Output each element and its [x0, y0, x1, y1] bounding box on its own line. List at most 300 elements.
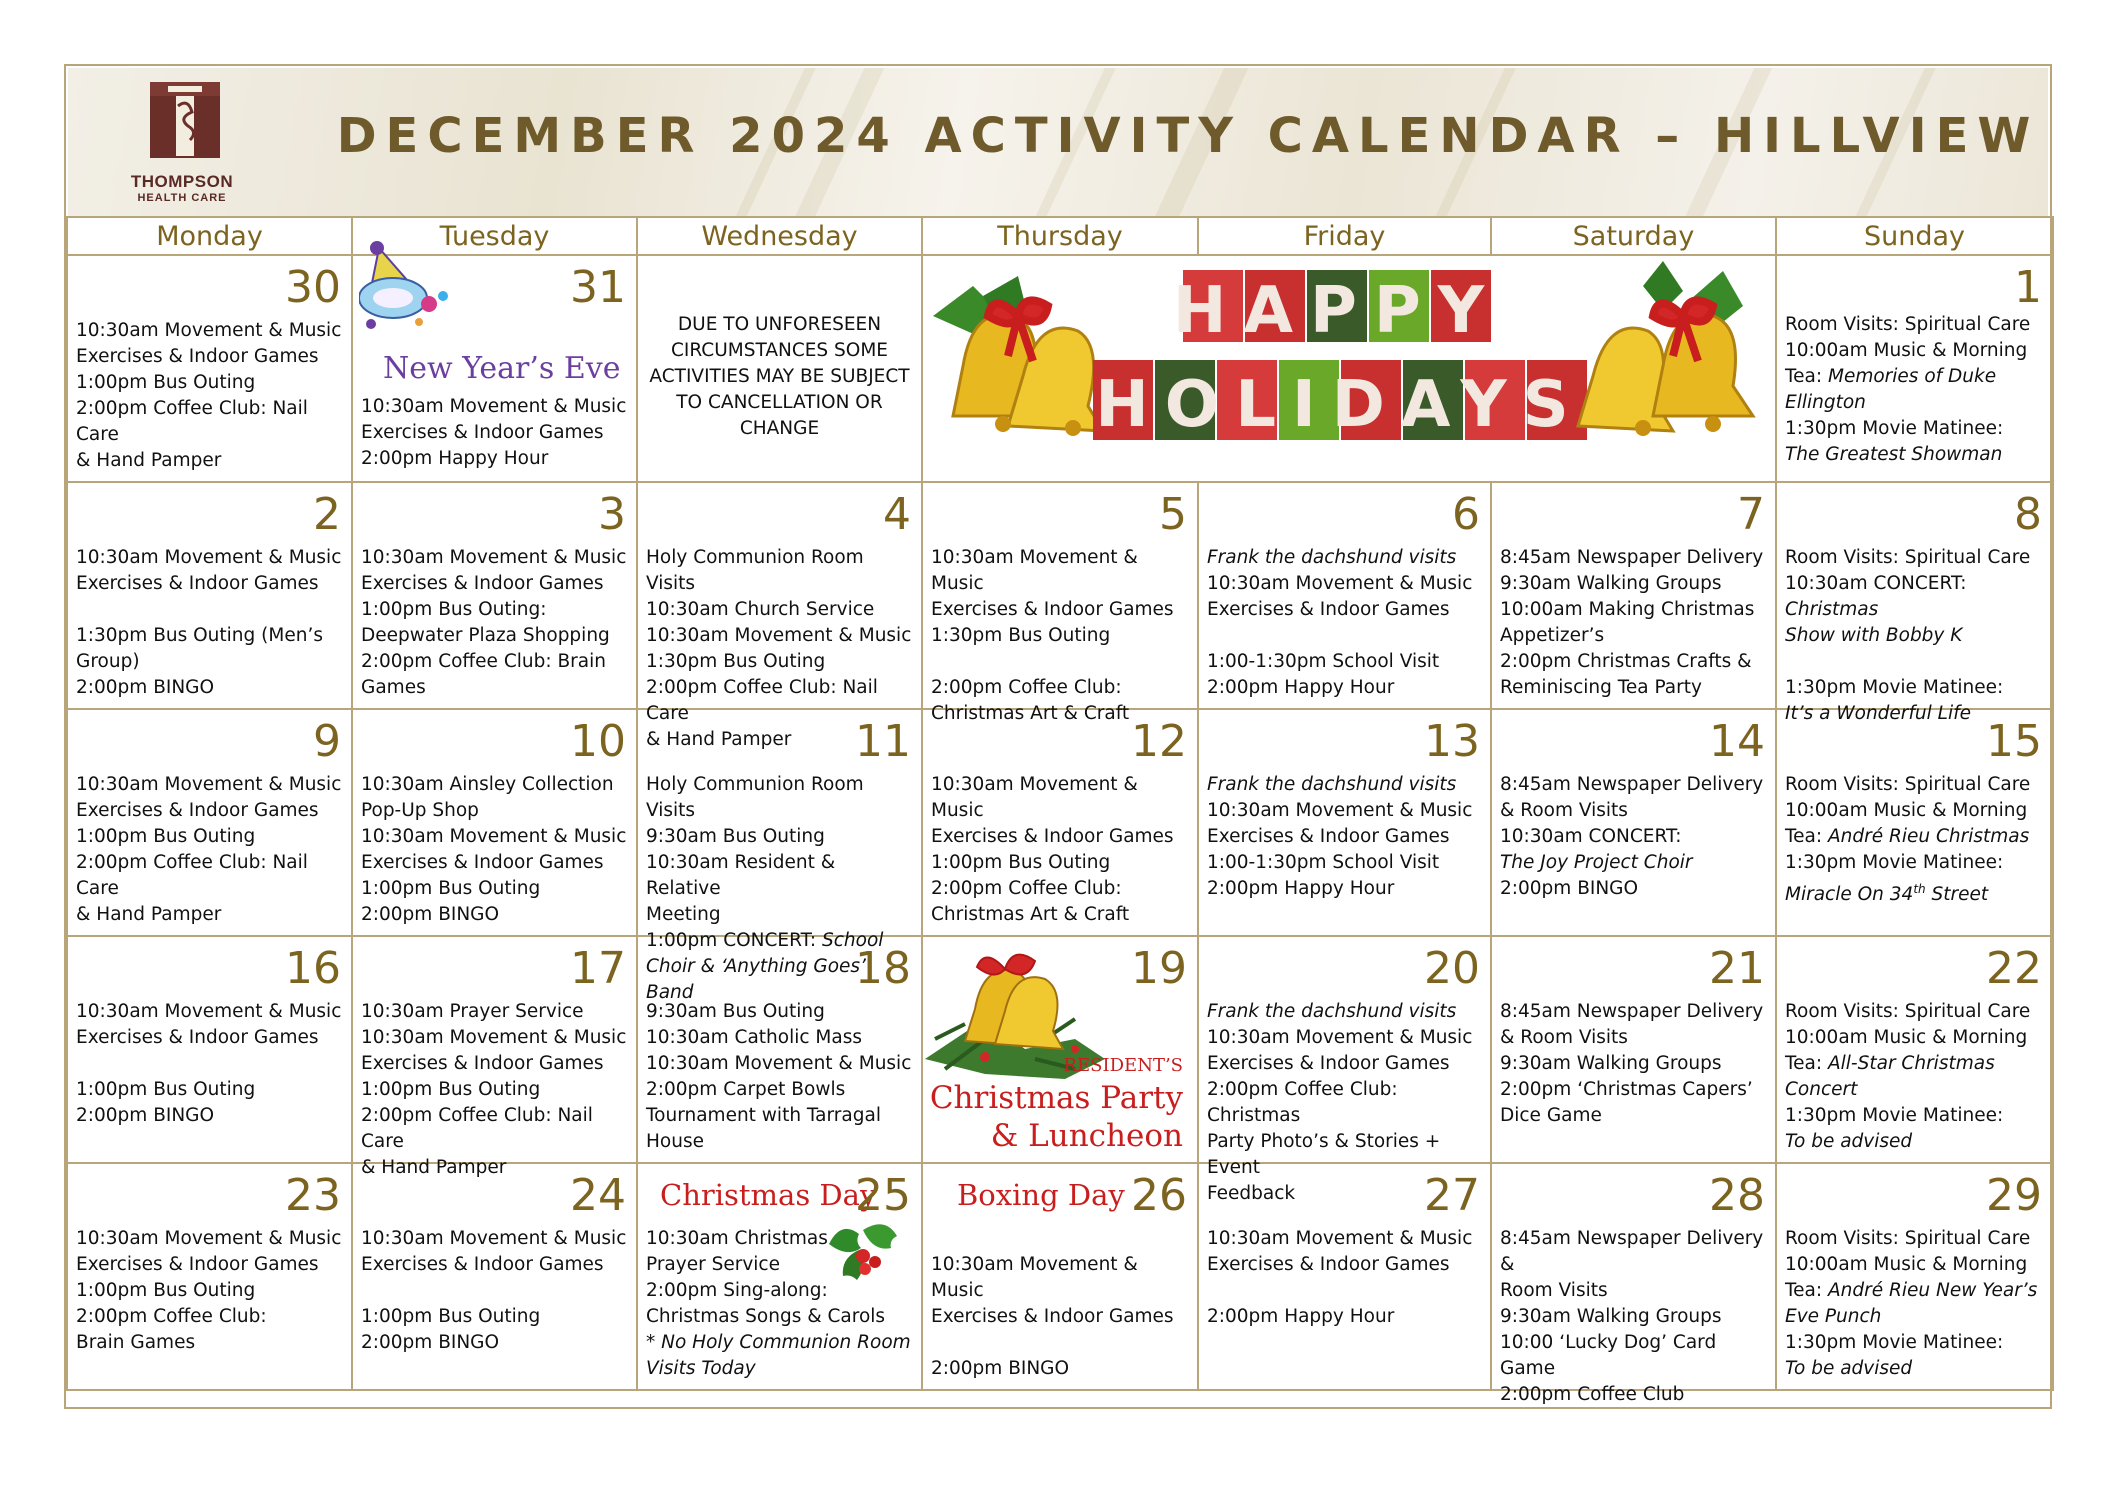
- notice-line: CHANGE: [739, 418, 820, 439]
- event-line: 10:00am Music & Morning: [1785, 340, 2028, 361]
- event-line: [1785, 571, 2046, 623]
- event-line: * No Holy Communion Room: [646, 1332, 911, 1353]
- christmas-day-label: Christmas Day: [660, 1178, 877, 1212]
- event-text: Street: [1925, 884, 1989, 906]
- event-line: [1207, 623, 1484, 649]
- event-line: Party Photo’s & Stories + Event: [1207, 1131, 1441, 1178]
- event-line: & Hand Pamper: [361, 1157, 507, 1178]
- event-line: Games: [361, 677, 426, 698]
- event-line: [931, 1330, 1191, 1356]
- event-text: Tea:: [1785, 826, 1828, 847]
- day-cell-9: [67, 709, 352, 936]
- day-events: [1785, 1226, 2046, 1382]
- event-line: 8:45am Newspaper Delivery &: [1500, 1228, 1764, 1275]
- event-line: Exercises & Indoor Games: [1207, 599, 1450, 620]
- party-line-1: Christmas Party: [929, 1080, 1183, 1116]
- event-line: Exercises & Indoor Games: [361, 852, 604, 873]
- event-line: [361, 1278, 630, 1304]
- event-line: [931, 649, 1191, 675]
- event-line: & Room Visits: [1500, 1027, 1628, 1048]
- event-line: Exercises & Indoor Games: [76, 800, 319, 821]
- event-line: 10:30am Movement & Music: [361, 1228, 627, 1249]
- day-number: 24: [570, 1170, 626, 1221]
- event-line: To be advised: [1785, 1358, 1913, 1379]
- event-line: Exercises & Indoor Games: [1207, 1053, 1450, 1074]
- event-line: Frank the dachshund visits: [1207, 774, 1457, 795]
- event-line: [1207, 1278, 1484, 1304]
- event-line: 1:30pm Movie Matinee:: [1785, 1332, 2004, 1353]
- event-line: 2:00pm Coffee Club: [1500, 1384, 1685, 1405]
- notice-line: CIRCUMSTANCES SOME: [670, 340, 888, 361]
- event-line: 10:30am Movement & Music: [76, 547, 342, 568]
- day-events: [1500, 772, 1769, 902]
- day-number: 2: [313, 489, 341, 540]
- event-line: To be advised: [1785, 1131, 1913, 1152]
- day-cell-24: [352, 1163, 637, 1390]
- day-events: [361, 772, 630, 928]
- event-line: & Hand Pamper: [76, 904, 222, 925]
- day-number: 14: [1709, 716, 1765, 767]
- event-text: Tea:: [1785, 366, 1828, 387]
- event-line: 1:00pm Bus Outing: [76, 1079, 256, 1100]
- event-line: 10:30am Movement & Music: [76, 320, 342, 341]
- event-line: Visits Today: [646, 1358, 756, 1379]
- event-line: Pop-Up Shop: [361, 800, 479, 821]
- day-number: 17: [570, 943, 626, 994]
- event-line: 2:00pm BINGO: [361, 1332, 500, 1353]
- day-cell-25: [637, 1163, 922, 1390]
- event-line: & Hand Pamper: [646, 729, 792, 750]
- event-line: 2:00pm Carpet Bowls: [646, 1079, 846, 1100]
- event-line: Show with Bobby K: [1785, 625, 1963, 646]
- event-line: 10:30am Movement & Music: [646, 625, 912, 646]
- event-line: 2:00pm Coffee Club: Nail Care: [76, 398, 308, 445]
- event-text: 10:30am CONCERT:: [1785, 573, 1967, 594]
- day-cell-26: [922, 1163, 1198, 1390]
- weekday-monday: Monday: [67, 217, 352, 255]
- event-line: Exercises & Indoor Games: [76, 1027, 319, 1048]
- day-number: 12: [1131, 716, 1187, 767]
- event-line: 10:00am Music & Morning: [1785, 1027, 2028, 1048]
- day-cell-7: [1491, 482, 1776, 709]
- event-line: 2:00pm Coffee Club:: [76, 1306, 267, 1327]
- day-events: [646, 999, 915, 1155]
- event-italic: Christmas: [1785, 599, 1879, 620]
- event-line: 2:00pm Coffee Club:: [931, 677, 1122, 698]
- day-number: 28: [1709, 1170, 1765, 1221]
- day-cell-14: [1491, 709, 1776, 936]
- day-number: 16: [285, 943, 341, 994]
- event-line: 10:30am Movement & Music: [361, 547, 627, 568]
- weekday-saturday: Saturday: [1491, 217, 1776, 255]
- day-number: 10: [570, 716, 626, 767]
- event-line: 10:30am Movement & Music: [76, 1001, 342, 1022]
- event-line: Exercises & Indoor Games: [931, 599, 1174, 620]
- day-cell-12: [922, 709, 1198, 936]
- event-line: Christmas Art & Craft: [931, 904, 1130, 925]
- day-events: [1500, 545, 1769, 701]
- holidays-letters: [1093, 360, 1587, 442]
- day-number: 3: [598, 489, 626, 540]
- event-line: Exercises & Indoor Games: [361, 573, 604, 594]
- cancellation-notice: [648, 312, 911, 442]
- event-line: Room Visits: [1500, 1280, 1608, 1301]
- event-line: 10:00 ‘Lucky Dog’ Card Game: [1500, 1332, 1717, 1379]
- event-line: & Room Visits: [1500, 800, 1628, 821]
- event-line: 10:30am Church Service: [646, 599, 875, 620]
- day-cell-13: [1198, 709, 1491, 936]
- event-line: Deepwater Plaza Shopping: [361, 625, 610, 646]
- logo-name: THOMPSON: [130, 172, 234, 191]
- event-line: Room Visits: Spiritual Care: [1785, 314, 2031, 335]
- calendar-header: [68, 68, 2048, 218]
- event-line: 10:00am Music & Morning: [1785, 800, 2028, 821]
- day-cell-17: [352, 936, 637, 1178]
- event-line: 10:30am Prayer Service: [361, 1001, 584, 1022]
- day-events: [1785, 999, 2046, 1155]
- event-line: 9:30am Walking Groups: [1500, 1053, 1722, 1074]
- event-line: Room Visits: Spiritual Care: [1785, 547, 2031, 568]
- day-events: [931, 545, 1191, 727]
- event-line: Concert: [1785, 1079, 1858, 1100]
- event-line: 2:00pm Coffee Club: Nail Care: [76, 852, 308, 899]
- day-cell-6: [1198, 482, 1491, 709]
- event-line: 2:00pm Coffee Club: Nail Care: [646, 677, 878, 724]
- day-cell-29: [1776, 1163, 2053, 1390]
- event-line: The Joy Project Choir: [1500, 852, 1693, 873]
- event-line: 9:30am Walking Groups: [1500, 573, 1722, 594]
- day-events: [1500, 999, 1769, 1129]
- event-line: 10:30am Movement & Music: [361, 396, 627, 417]
- event-line: 2:00pm BINGO: [361, 904, 500, 925]
- event-line: Exercises & Indoor Games: [361, 1053, 604, 1074]
- christmas-party-label: [930, 1079, 1183, 1155]
- day-number: 22: [1986, 943, 2042, 994]
- event-line: 1:00pm Bus Outing: [76, 372, 256, 393]
- happy-holidays-banner: [923, 256, 1773, 481]
- event-line: 1:30pm Movie Matinee:: [1785, 418, 2004, 439]
- day-events: [1207, 545, 1484, 701]
- day-events: [1785, 312, 2046, 468]
- day-number: 15: [1986, 716, 2042, 767]
- event-line: Group): [76, 651, 140, 672]
- day-events: [76, 545, 345, 701]
- event-line: 10:30am Movement & Music: [646, 1053, 912, 1074]
- event-line: 2:00pm Coffee Club: Brain: [361, 651, 606, 672]
- day-cell-19: [922, 936, 1198, 1163]
- event-line: 2:00pm BINGO: [76, 677, 215, 698]
- day-number: 23: [285, 1170, 341, 1221]
- event-line: 1:00pm Bus Outing: [76, 1280, 256, 1301]
- week-row-4: [67, 936, 2053, 1163]
- logo-sub: HEALTH CARE: [137, 192, 227, 204]
- event-line: 9:30am Bus Outing: [646, 826, 825, 847]
- event-line: [1785, 1051, 2046, 1077]
- day-number: 11: [855, 716, 911, 767]
- right-bells-icon: [1578, 261, 1753, 436]
- event-line: [1785, 876, 2046, 908]
- day-events: [1500, 1226, 1769, 1408]
- event-line: 2:00pm Coffee Club: Nail Care: [361, 1105, 593, 1152]
- day-number: 5: [1159, 489, 1187, 540]
- event-line: [1785, 649, 2046, 675]
- event-line: 1:00pm Bus Outing: [76, 826, 256, 847]
- event-line: Dice Game: [1500, 1105, 1602, 1126]
- day-number: 19: [1131, 943, 1187, 994]
- event-line: Tournament with Tarragal: [646, 1105, 881, 1126]
- day-cell-28: [1491, 1163, 1776, 1405]
- event-line: Brain Games: [76, 1332, 196, 1353]
- event-line: 10:30am Movement & Music: [76, 774, 342, 795]
- weekday-tuesday: Tuesday: [352, 217, 637, 255]
- week-row-5: [67, 1163, 2053, 1390]
- event-line: 8:45am Newspaper Delivery: [1500, 774, 1764, 795]
- event-line: 1:00pm Bus Outing: [361, 1306, 541, 1327]
- page-title: DECEMBER 2024 ACTIVITY CALENDAR – HILLVIEW: [336, 108, 2040, 164]
- event-line: 2:00pm Happy Hour: [1207, 677, 1395, 698]
- day-events: [361, 545, 630, 701]
- weekday-sunday: Sunday: [1776, 217, 2053, 255]
- event-line: 1:00pm Bus Outing: [361, 1079, 541, 1100]
- event-italic: André Rieu New Year’s: [1828, 1280, 2038, 1301]
- day-number: 7: [1737, 489, 1765, 540]
- day-cell-22: [1776, 936, 2053, 1163]
- party-line-2: & Luncheon: [990, 1118, 1183, 1154]
- event-line: 8:45am Newspaper Delivery: [1500, 547, 1764, 568]
- day-number: 4: [883, 489, 911, 540]
- event-line: Holy Communion Room Visits: [646, 774, 864, 821]
- event-line: Feedback: [1207, 1183, 1296, 1204]
- day-events: [76, 999, 345, 1129]
- day-events: [1785, 545, 2046, 727]
- week-row-2: [67, 482, 2053, 709]
- event-line: 10:30am Movement & Music: [931, 547, 1138, 594]
- event-line: Exercises & Indoor Games: [361, 1254, 604, 1275]
- day-cell-18: [637, 936, 922, 1163]
- happy-holidays-banner-cell: [922, 255, 1776, 482]
- day-events: [1207, 1226, 1484, 1330]
- day-number: 27: [1424, 1170, 1480, 1221]
- event-line: 10:30am Ainsley Collection: [361, 774, 614, 795]
- event-line: 10:30am Movement & Music: [1207, 1027, 1473, 1048]
- weekday-thursday: Thursday: [922, 217, 1198, 255]
- day-number: 1: [2014, 262, 2042, 313]
- event-italic: School: [822, 930, 884, 951]
- event-line: 2:00pm Sing-along:: [646, 1280, 828, 1301]
- event-line: Prayer Service: [646, 1254, 780, 1275]
- day-number: 13: [1424, 716, 1480, 767]
- event-line: 2:00pm BINGO: [931, 1358, 1070, 1379]
- day-cell-2: [67, 482, 352, 709]
- day-number: 20: [1424, 943, 1480, 994]
- event-text: 1:00pm CONCERT:: [646, 930, 823, 951]
- event-line: Exercises & Indoor Games: [931, 826, 1174, 847]
- day-events: [361, 999, 630, 1181]
- event-line: [76, 1051, 345, 1077]
- day-cell-10: [352, 709, 637, 936]
- event-text: Tea:: [1785, 1280, 1828, 1301]
- event-line: 2:00pm Happy Hour: [1207, 878, 1395, 899]
- event-line: [76, 597, 345, 623]
- event-line: 2:00pm BINGO: [76, 1105, 215, 1126]
- day-events: [931, 1226, 1191, 1382]
- notice-line: ACTIVITIES MAY BE SUBJECT: [649, 366, 910, 387]
- new-years-eve-label: New Year’s Eve: [383, 351, 621, 386]
- event-line: 10:30am Movement & Music: [76, 1228, 342, 1249]
- event-line: & Hand Pamper: [76, 450, 222, 471]
- event-line: 1:30pm Movie Matinee:: [1785, 1105, 2004, 1126]
- event-line: 1:00pm Bus Outing: [931, 852, 1111, 873]
- weekday-friday: Friday: [1198, 217, 1491, 255]
- event-line: 9:30am Walking Groups: [1500, 1306, 1722, 1327]
- event-line: 10:30am Movement & Music: [1207, 800, 1473, 821]
- week-row-3: [67, 709, 2053, 936]
- day-cell-15: [1776, 709, 2053, 936]
- event-line: 10:30am Movement & Music: [1207, 1228, 1473, 1249]
- event-line: 2:00pm ‘Christmas Capers’: [1500, 1079, 1753, 1100]
- event-line: Exercises & Indoor Games: [931, 1306, 1174, 1327]
- holidays-word: HOLIDAYS: [1095, 368, 1585, 442]
- event-line: Exercises & Indoor Games: [76, 573, 319, 594]
- event-line: It’s a Wonderful Life: [1785, 703, 1971, 724]
- day-cell-30: [67, 255, 352, 482]
- event-line: 1:00pm Bus Outing:: [361, 599, 547, 620]
- event-line: 10:30am CONCERT:: [1500, 826, 1682, 847]
- day-events: [361, 394, 630, 472]
- day-cell-27: [1198, 1163, 1491, 1390]
- event-line: 10:30am Movement & Music: [1207, 573, 1473, 594]
- event-line: 1:30pm Movie Matinee:: [1785, 852, 2004, 873]
- event-line: 1:00pm Bus Outing: [361, 878, 541, 899]
- event-line: [1785, 824, 2046, 850]
- event-line: 10:30am Resident & Relative: [646, 852, 836, 899]
- event-line: Christmas Art & Craft: [931, 703, 1130, 724]
- event-line: 1:30pm Bus Outing: [646, 651, 826, 672]
- event-line: 2:00pm Happy Hour: [361, 448, 549, 469]
- day-cell-23: [67, 1163, 352, 1390]
- day-cell-3: [352, 482, 637, 709]
- day-cell-5: [922, 482, 1198, 724]
- day-cell-21: [1491, 936, 1776, 1163]
- calendar-frame: [64, 64, 2052, 1409]
- day-events: [361, 1226, 630, 1356]
- day-number: 25: [855, 1170, 911, 1221]
- day-number: 8: [2014, 489, 2042, 540]
- day-events: [76, 318, 345, 474]
- event-line: 1:30pm Bus Outing (Men’s: [76, 625, 323, 646]
- day-cell-31: [352, 255, 637, 482]
- day-number: 31: [570, 262, 626, 313]
- party-hat-icon: [359, 238, 469, 348]
- event-line: 10:30am Movement & Music: [931, 1254, 1138, 1301]
- day-number: 29: [1986, 1170, 2042, 1221]
- event-line: 10:30am Movement & Music: [361, 826, 627, 847]
- event-line: 2:00pm BINGO: [1500, 878, 1639, 899]
- event-line: 1:30pm Bus Outing: [931, 625, 1111, 646]
- day-events: [76, 1226, 345, 1356]
- event-italic: André Rieu Christmas: [1828, 826, 2030, 847]
- happy-word: HAPPY: [1172, 274, 1502, 348]
- event-italic: Memories of Duke: [1828, 366, 1997, 387]
- event-line: 8:45am Newspaper Delivery: [1500, 1001, 1764, 1022]
- event-line: Exercises & Indoor Games: [361, 422, 604, 443]
- event-line: Exercises & Indoor Games: [1207, 826, 1450, 847]
- day-number: 18: [855, 943, 911, 994]
- event-line: Eve Punch: [1785, 1306, 1882, 1327]
- event-line: 2:00pm Coffee Club:: [931, 878, 1122, 899]
- event-line: 9:30am Bus Outing: [646, 1001, 825, 1022]
- event-line: [931, 1226, 1191, 1252]
- event-line: Choir & ‘Anything Goes’ Band: [646, 956, 866, 1003]
- event-line: 1:30pm Movie Matinee:: [1785, 677, 2004, 698]
- event-line: Christmas Songs & Carols: [646, 1306, 886, 1327]
- event-line: 2:00pm Happy Hour: [1207, 1306, 1395, 1327]
- day-events: [1785, 772, 2046, 908]
- day-number: 6: [1452, 489, 1480, 540]
- left-bells-icon: [933, 276, 1103, 436]
- event-line: House: [646, 1131, 704, 1152]
- day-number: 30: [285, 262, 341, 313]
- event-line: 1:00-1:30pm School Visit: [1207, 651, 1440, 672]
- event-line: Appetizer’s: [1500, 625, 1605, 646]
- event-line: 1:00-1:30pm School Visit: [1207, 852, 1440, 873]
- event-line: Frank the dachshund visits: [1207, 1001, 1457, 1022]
- notice-line: TO CANCELLATION OR: [676, 392, 883, 413]
- day-number: 26: [1131, 1170, 1187, 1221]
- event-line: 10:00am Music & Morning: [1785, 1254, 2028, 1275]
- day-number: 9: [313, 716, 341, 767]
- event-line: Holy Communion Room Visits: [646, 547, 864, 594]
- calendar-grid: [66, 216, 2054, 1405]
- event-line: 2:00pm Christmas Crafts &: [1500, 651, 1752, 672]
- event-line: Room Visits: Spiritual Care: [1785, 774, 2031, 795]
- event-line: 10:30am Movement & Music: [931, 774, 1138, 821]
- event-text: Tea:: [1785, 1053, 1828, 1074]
- event-line: 2:00pm Coffee Club: Christmas: [1207, 1079, 1398, 1126]
- notice-cell: [637, 255, 922, 482]
- event-line: [1785, 364, 2046, 390]
- event-line: Room Visits: Spiritual Care: [1785, 1001, 2031, 1022]
- event-line: Ellington: [1785, 392, 1866, 413]
- event-line: 10:30am Christmas: [646, 1228, 828, 1249]
- day-cell-8: [1776, 482, 2053, 724]
- event-line: Exercises & Indoor Games: [1207, 1254, 1450, 1275]
- event-line: Exercises & Indoor Games: [76, 1254, 319, 1275]
- day-events: [646, 1226, 915, 1382]
- day-cell-1: [1776, 255, 2053, 482]
- weekday-wednesday: Wednesday: [637, 217, 922, 255]
- event-line: Meeting: [646, 904, 721, 925]
- day-events: [76, 772, 345, 928]
- day-events: [931, 772, 1191, 928]
- event-line: [1785, 1278, 2046, 1304]
- boxing-day-label: Boxing Day: [957, 1178, 1125, 1212]
- event-text: Miracle On 34: [1785, 884, 1914, 906]
- day-events: [1207, 772, 1484, 902]
- week-row-1: [67, 255, 2053, 482]
- event-line: 10:30am Movement & Music: [361, 1027, 627, 1048]
- event-italic: All-Star Christmas: [1828, 1053, 1995, 1074]
- event-line: Frank the dachshund visits: [1207, 547, 1457, 568]
- happy-letters: [1173, 270, 1501, 348]
- event-line: 10:30am Catholic Mass: [646, 1027, 863, 1048]
- event-line: Room Visits: Spiritual Care: [1785, 1228, 2031, 1249]
- notice-line: DUE TO UNFORESEEN: [677, 314, 882, 335]
- event-line: 10:00am Making Christmas: [1500, 599, 1755, 620]
- day-cell-16: [67, 936, 352, 1163]
- day-number: 21: [1709, 943, 1765, 994]
- event-line: Reminiscing Tea Party: [1500, 677, 1702, 698]
